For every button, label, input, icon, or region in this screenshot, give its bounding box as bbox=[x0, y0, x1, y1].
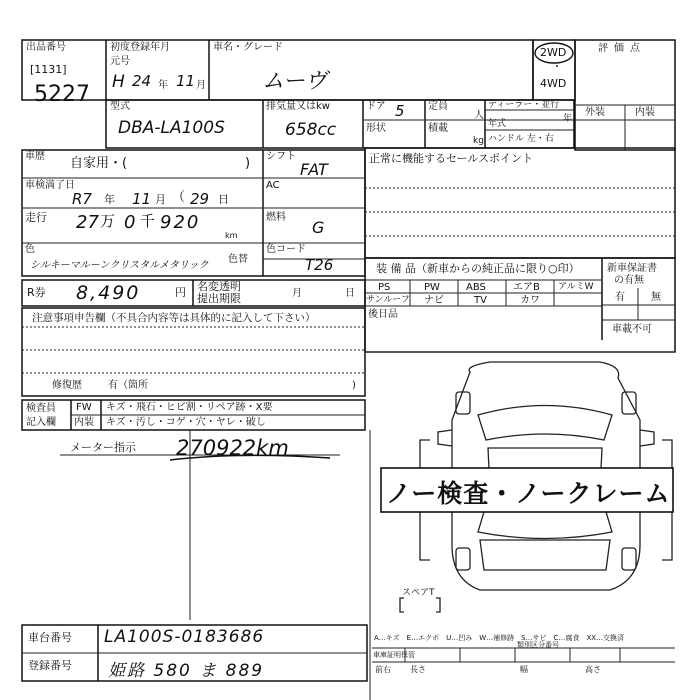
fuel-label: 燃料 bbox=[266, 212, 286, 223]
transfer-label2: 提出期限 bbox=[197, 292, 241, 305]
small-garage: 車庫証明保管 bbox=[373, 651, 415, 659]
fuel-value: G bbox=[312, 218, 325, 237]
equipment-navi: ナビ bbox=[424, 295, 444, 306]
equipment-abs: ABS bbox=[466, 282, 486, 293]
drive-2wd: 2WD bbox=[540, 46, 567, 59]
interior-label: 内装 bbox=[635, 107, 655, 118]
warranty-disabled: 車載不可 bbox=[612, 324, 652, 335]
reg-value: 姫路 580 ま 889 bbox=[108, 661, 265, 681]
shift-label: シフト bbox=[266, 151, 296, 162]
color-label: 色 bbox=[25, 244, 35, 255]
inspector-label1: 検査員 bbox=[26, 403, 56, 414]
inspection-day-open: （ bbox=[172, 190, 186, 205]
carname-label: 車名・グレード bbox=[213, 42, 283, 53]
repair-close: ) bbox=[352, 380, 356, 391]
equipment-alumi: アルミW bbox=[558, 282, 594, 292]
small-width: 幅 bbox=[520, 665, 528, 674]
salespoint-label: 正常に機能するセールスポイント bbox=[369, 152, 534, 165]
small-front: 前右 bbox=[375, 665, 391, 674]
fw-items: キズ・飛石・ヒビ割・リペア跡・X要 bbox=[106, 402, 273, 413]
transfer-label1: 名変透明 bbox=[197, 280, 241, 293]
score-label: 評価点 bbox=[598, 43, 646, 54]
recycle-label: R券 bbox=[27, 286, 46, 299]
first-reg-year: 24 bbox=[132, 72, 152, 90]
model-value: DBA-LA100S bbox=[118, 118, 225, 138]
lot-code: [1131] bbox=[30, 63, 67, 76]
inspection-year-unit: 年 bbox=[104, 193, 115, 206]
repair-label: 修復歴 bbox=[52, 380, 82, 391]
first-reg-month-unit: 月 bbox=[196, 80, 206, 91]
warranty-label1: 新車保証書 bbox=[607, 263, 657, 274]
meter-value: 270922km bbox=[176, 436, 289, 460]
form-label: 形状 bbox=[366, 123, 386, 134]
color-value: シルキーマルーンクリスタルメタリック bbox=[30, 260, 209, 271]
door-label: ドア bbox=[366, 101, 386, 112]
inspector-label2: 記入欄 bbox=[26, 417, 56, 428]
capacity-label: 定員 bbox=[428, 101, 448, 112]
equipment-tv: TV bbox=[474, 295, 487, 306]
recycle-value: 8,490 bbox=[76, 282, 141, 304]
equipment-label: 装 備 品（新車からの純正品に限り○印） bbox=[376, 262, 580, 275]
mileage-thousand: 0 bbox=[124, 212, 136, 233]
displacement-value: 658cc bbox=[285, 120, 337, 140]
transfer-month-unit: 月 bbox=[292, 288, 302, 299]
handle-label: ハンドル 左・右 bbox=[488, 134, 554, 144]
small-height: 高さ bbox=[585, 665, 601, 674]
chassis-value: LA100S-0183686 bbox=[104, 627, 265, 647]
transfer-day-unit: 日 bbox=[345, 288, 355, 299]
notes-label: 注意事項申告欄（不具合内容等は具体的に記入して下さい） bbox=[32, 312, 316, 324]
first-reg-month: 11 bbox=[176, 72, 196, 90]
inspection-month: 11 bbox=[132, 190, 152, 208]
equipment-pw: PW bbox=[424, 282, 440, 293]
inspection-era: R7 bbox=[72, 190, 92, 208]
warranty-label2: の有無 bbox=[614, 275, 644, 286]
inspection-label: 車検満了日 bbox=[25, 180, 75, 191]
inspection-day-unit: 日 bbox=[218, 193, 229, 206]
drive-sep: ・ bbox=[552, 62, 562, 73]
naisou-items: キズ・汚し・コゲ・穴・ヤレ・破し bbox=[106, 417, 266, 428]
door-value: 5 bbox=[395, 102, 405, 120]
mileage-label: 走行 bbox=[25, 211, 47, 224]
small-class: 類別区分番号 bbox=[517, 641, 559, 649]
equipment-ps: PS bbox=[378, 282, 391, 293]
load-label: 積載 bbox=[428, 123, 448, 134]
aftermarket-label: 後日品 bbox=[368, 309, 398, 320]
mileage-man-unit: 万 bbox=[100, 212, 116, 230]
chassis-label: 車台番号 bbox=[28, 631, 72, 644]
naisou-label: 内装 bbox=[74, 417, 94, 428]
drive-4wd: 4WD bbox=[540, 77, 567, 90]
displacement-label: 排気量又はkw bbox=[266, 101, 330, 112]
color-code-label: 色コード bbox=[266, 244, 306, 255]
warranty-yes: 有 bbox=[615, 292, 625, 303]
equipment-leather: カワ bbox=[520, 295, 540, 306]
mileage-sen-unit: 千 bbox=[140, 212, 156, 230]
exterior-label: 外装 bbox=[585, 107, 605, 118]
usage-close: ) bbox=[245, 156, 251, 171]
meter-label: メーター指示 bbox=[70, 441, 136, 454]
lot-number: 5227 bbox=[34, 82, 90, 107]
repair-value: 有（箇所 bbox=[108, 380, 148, 391]
shift-value: FAT bbox=[300, 160, 328, 179]
mileage-man: 27 bbox=[76, 212, 99, 233]
usage-label: 車歴 bbox=[25, 151, 45, 162]
first-reg-era-label: 元号 bbox=[110, 56, 130, 67]
equipment-sunroof: サンルーフ bbox=[366, 295, 410, 305]
load-unit: kg bbox=[473, 136, 484, 146]
usage-value: 自家用・( bbox=[70, 156, 128, 171]
first-reg-year-unit: 年 bbox=[158, 80, 168, 91]
dealer-label: ディーラー・並行 bbox=[488, 100, 560, 110]
fw-label: FW bbox=[76, 402, 92, 413]
warranty-no: 無 bbox=[651, 292, 661, 303]
mileage-rest: 920 bbox=[160, 212, 201, 233]
inspection-month-unit: 月 bbox=[155, 193, 166, 206]
model-year-unit: 年 bbox=[563, 114, 573, 124]
model-year-label: 年式 bbox=[488, 119, 507, 129]
model-label: 型式 bbox=[110, 101, 130, 112]
ac-label: AC bbox=[266, 180, 280, 191]
recycle-unit: 円 bbox=[175, 286, 186, 299]
small-length: 長さ bbox=[410, 665, 426, 674]
stamp-text: ノー検査・ノークレーム bbox=[386, 479, 671, 508]
mileage-unit: km bbox=[225, 231, 238, 240]
inspection-day: 29 bbox=[190, 190, 210, 208]
color-change-label: 色替 bbox=[228, 254, 248, 265]
equipment-airbag: エアB bbox=[513, 282, 540, 293]
capacity-unit: 人 bbox=[474, 110, 484, 121]
first-reg-era: H bbox=[112, 72, 125, 92]
carname-value: ムーヴ bbox=[262, 69, 327, 94]
color-code-value: T26 bbox=[305, 256, 334, 274]
spare-label: スペアT bbox=[402, 588, 435, 598]
first-reg-label: 初度登録年月 bbox=[110, 42, 170, 53]
reg-label: 登録番号 bbox=[28, 659, 72, 672]
legend-text: A…キズ E…エクボ U…凹み W…補修跡 S…サビ C…腐食 XX…交換済 bbox=[374, 634, 625, 642]
lot-label: 出品番号 bbox=[26, 42, 66, 53]
